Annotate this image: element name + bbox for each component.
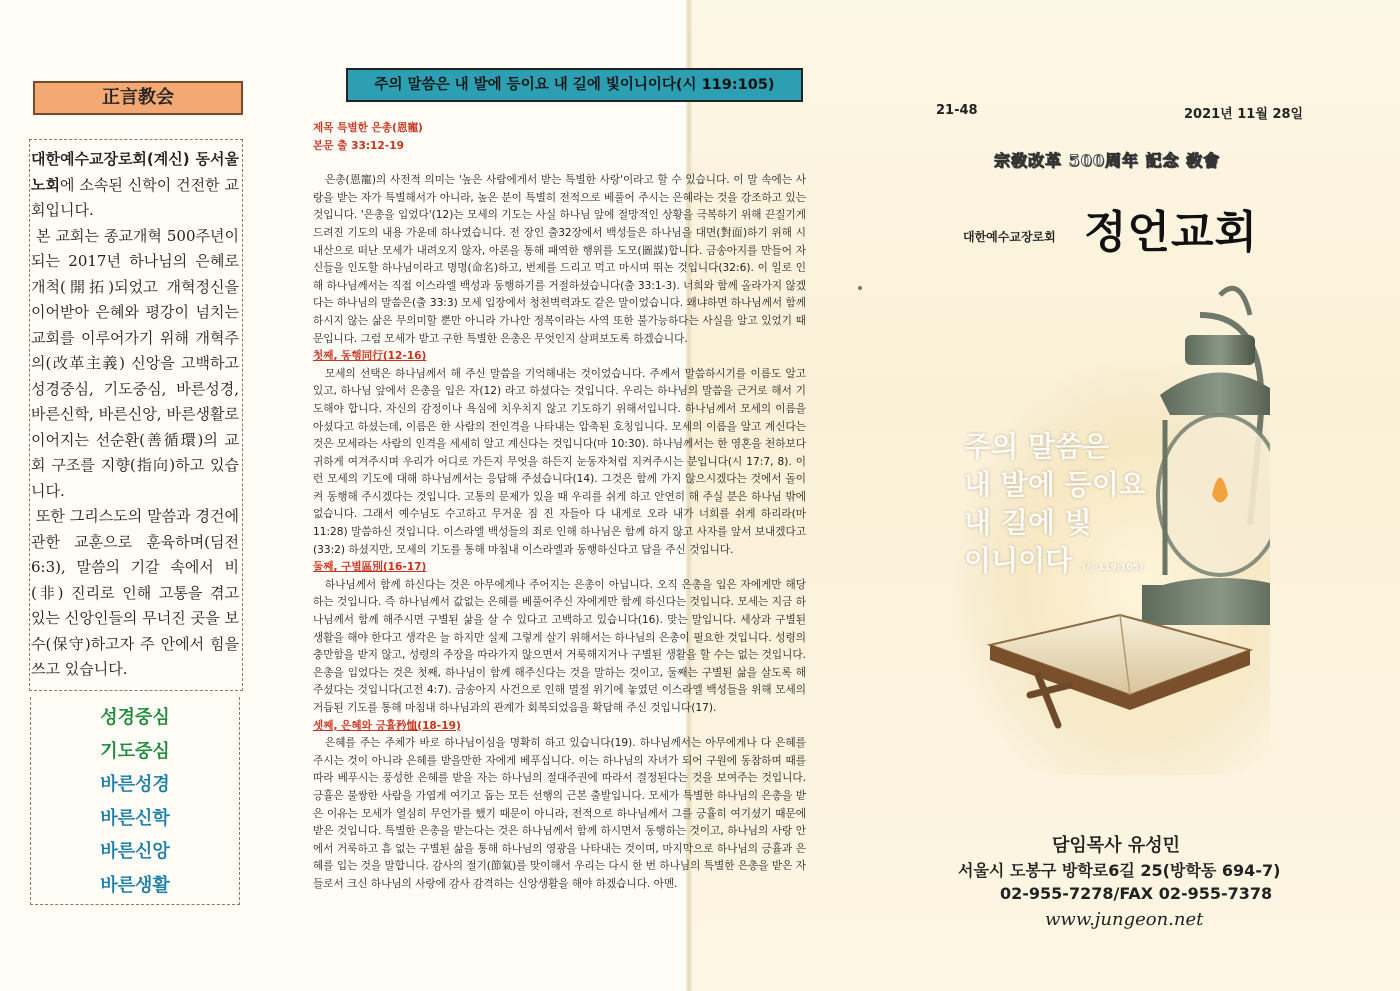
- intro-text: 또한 그리스도의 말씀과 경건에 관한 교훈으로 훈육하며(딤전 6:3), 말씀의 기갈 속에서 비(非) 진리로 인해 고통을 겪고 있는 신앙인들의 무너진 곳을 보수(保守)하고자 주 안에서 힘을 쓰고 있습니다.: [31, 507, 239, 678]
- value-item: 바른신학: [100, 807, 170, 829]
- art-line: 주의 말씀은: [964, 430, 1109, 463]
- denomination-label: 대한예수교장로회: [963, 230, 1056, 244]
- intro-text: 본 교회는 종교개혁 500주년이 되는 2017년 하나님의 은혜로 개척(開拓)되었고 개혁정신을 이어받아 은혜와 평강이 넘치는 교회를 이루어가기 위해 개혁주의(改革主義) 신앙을 고백하고 성경중심, 기도중심, 바른성경, 바른신학, 바른신앙, 바른생활로 이어지는 선순환(善循環)의 교회 구조를 지향(指向)하고 있습니다.: [31, 226, 239, 500]
- bulletin-date: 2021년 11월 28일: [1184, 107, 1304, 122]
- value-item: 기도중심: [100, 740, 170, 762]
- art-line: 내 발에 등이요: [964, 468, 1146, 501]
- sermon-title: 제목 특별한 은총(恩寵): [313, 122, 423, 134]
- church-title: 정언교회: [1084, 207, 1259, 258]
- church-address: 서울시 도봉구 방학로6길 25(방학동 694-7): [958, 861, 1281, 880]
- sermon-intro: 은총(恩寵)의 사전적 의미는 '높은 사람에게서 받는 특별한 사랑'이라고 할 수 있습니다. 이 말 속에는 사랑을 받는 자가 특별해서가 아니라, 높은 분이 특별히 전적으로 베풀어 주시는 은혜라는 것을 강조하고 있는 것입니다. '은총을 입었다'(12)는 모세의 기도는 사실 하나님 앞에 절망적인 상황을 극복하기 위해 끈질기게 드려진 기도의 내용 가운데 하나였습니다. 전 장인 출32장에서 백성들은 하나님을 대면(對面)하기 위해 시내산으로 떠난 모세가 내려오지 않자, 아론을 통해 패역한 행위를 도모(圖謀)합니다. 금송아지를 만들어 자신들을 인도할 하나님이라고 명명(命名)하고, 번제를 드리고 먹고 마시며 뛰논 것입니다(32:6). 이 일로 인해 하나님께서는 직접 이스라엘 백성과 동행하기를 거절하셨습니다(출 33:1-3). 너희와 함께 올라가지 않겠다는 하나님의 말씀은(출 33:3) 모세 입장에서 청천벽력과도 같은 말이었습니다. 왜냐하면 하나님께서 함께 하시지 않는 삶은 무의미할 뿐만 아니라 가나안 정복이라는 사역 또한 불가능하다는 사실을 알고 있었기 때문입니다. 그럼 모세가 받고 구한 특별한 은총은 무엇인지 살펴보도록 하겠습니다.: [313, 174, 806, 345]
- art-line-text: 이니이다: [964, 544, 1073, 577]
- value-item: 바른신앙: [100, 841, 170, 863]
- section-body: 은혜를 주는 주체가 바로 하나님이심을 명확히 하고 있습니다(19). 하나님께서는 아무에게나 다 은혜를 주시는 것이 아니라 은혜를 받을만한 자에게 베푸십니다. 이는 하나님의 자녀가 되어 구원에 동참하며 때를 따라 베푸시는 풍성한 은혜를 받을 자는 하나님의 절대주권에 따라서 결정된다는 것을 보여주는 것입니다. 긍휼은 불쌍한 사람을 가엽게 여기고 돕는 모든 선행의 근본 출발입니다. 모세가 특별한 하나님의 은총을 받은 이유는 모세가 열심히 무언가를 했기 때문이 아니라, 전적으로 하나님께서 그를 긍휼히 여기셨기 때문에 받은 것입니다. 특별한 은총을 받는다는 것은 하나님께서 함께 하시면서 동행하는 것이고, 하나님의 사랑 안에서 거룩하고 흠 없는 구별된 삶을 통해 하나님의 영광을 나타내는 것이며, 마지막으로 하나님의 긍휼과 은혜를 입는 것을 말합니다. 감사의 절기(節氣)를 맞이해서 우리는 다시 한 번 하나님의 특별한 은총을 받은 자들로서 크신 하나님의 사랑에 감사 감격하는 신앙생활을 해야 하겠습니다. 아멘.: [313, 737, 806, 890]
- art-line: [964, 542, 1164, 587]
- church-website-link[interactable]: www.jungeon.net: [1045, 909, 1204, 930]
- value-item: 바른생활: [100, 874, 170, 896]
- sermon-text: [313, 120, 806, 894]
- sermon-scripture: 본문 출 33:12-19: [313, 139, 404, 152]
- anniversary-title: 宗敎改革 500周年 記念 敎會: [994, 151, 1221, 170]
- section-heading: 셋째, 은혜와 긍휼矜恤(18-19): [313, 719, 461, 732]
- intro-paragraph-3: [31, 504, 239, 683]
- section-body: 모세의 선택은 하나님께서 해 주신 말씀을 기억해내는 것이었습니다. 주께서 말씀하시기를 이름도 알고 있고, 하나님 앞에서 은총을 입은 자(12) 라고 하셨다는 것입니다. 우리는 하나님의 말씀을 근거로 해서 기도해야 합니다. 자신의 감정이나 욕심에 치우치지 않고 기도하기 위해서입니다. 하나님께서 모세의 이름을 아셨다고 하셨는데, 이름은 한 사람의 전인격을 나타내는 압축된 호칭입니다. 모세의 이름을 알고 계신다는 것은 모세라는 사람의 인격을 세세히 알고 계신다는 것입니다(마 10:30). 하나님께서는 한 영혼을 천하보다 귀하게 여겨주시며 우리가 어디로 가든지 무엇을 하든지 눈동자처럼 지켜주시는 분입니다(시 17:7, 8). 이런 모세의 기도에 대해 하나님께서는 응답해 주셨습니다(14). 그것은 함께 가지 않으시겠다는 것에서 돌이켜 동행해 주시겠다는 것입니다. 고통의 문제가 있을 때 우리를 쉬게 하고 안연히 해 주실 분은 하나님 밖에 없습니다. 그래서 예수님도 수고하고 무거운 짐 진 자들아 다 내게로 오라 내가 너희를 쉬게 하리라(마 11:28) 말씀하신 것입니다. 이스라엘 백성들의 죄로 인해 하나님은 함께 하지 않고 사자를 앞서 보내겠다고(33:2) 하셨지만, 모세의 기도를 통해 마침내 이스라엘과 동행하신다고 답을 주신 것입니다.: [313, 367, 806, 556]
- intro-text: 에 소속된 신학이 건전한 교회입니다.: [31, 175, 239, 219]
- value-item: 바른성경: [100, 774, 170, 796]
- core-values-list: [31, 701, 239, 903]
- church-phone: 02-955-7278/FAX 02-955-7378: [1000, 884, 1273, 903]
- cover-art-verse: [964, 428, 1164, 587]
- value-item: 성경중심: [100, 707, 170, 728]
- intro-bold: 대한예수교장로회(계신) 동서울 노회: [31, 150, 239, 194]
- art-line: 내 길에 빛: [964, 506, 1092, 539]
- intro-paragraph-2: [31, 224, 239, 505]
- church-introduction: [31, 147, 239, 683]
- spacer: [313, 155, 806, 172]
- decorative-dot: [858, 286, 862, 290]
- section-heading: 첫째, 동행同行(12-16): [313, 350, 427, 363]
- issue-number: 21-48: [936, 103, 978, 118]
- intro-paragraph-1: [31, 147, 239, 224]
- section-heading: 둘째, 구별區別(16-17): [313, 561, 427, 574]
- verse-banner: 주의 말씀은 내 발에 등이요 내 길에 빛이니이다(시 119:105): [346, 68, 803, 102]
- core-values-box: [30, 697, 240, 905]
- lantern-top: [1185, 335, 1255, 365]
- pastor-name: 담임목사 유성민: [1052, 835, 1180, 856]
- art-reference: (시 119:105): [1081, 563, 1144, 573]
- section-body: 하나님께서 함께 하신다는 것은 아무에게나 주어지는 은총이 아닙니다. 오직 은총을 입은 자에게만 해당하는 것입니다. 즉 하나님께서 값없는 은혜를 베풀어주신 자에게만 함께 하신다는 것입니다. 모세는 지금 하나님께서 함께 해주시면 구별된 삶을 살 수 있다고 고백하고 있습니다(16). 맞는 말입니다. 세상과 구별된 생활을 해야 한다고 생각은 늘 하지만 실제 그렇게 살기 위해서는 하나님의 은총이 필요한 것입니다. 성령의 충만함을 받지 않고, 성령의 주장을 따라가지 않으면서 거룩해지거나 구별된 생활을 할 수는 없는 것입니다. 은총을 입었다는 것은 첫째, 하나님이 함께 해주신다는 것을 말하는 것이고, 둘째는 구별된 삶을 살도록 해 주셨다는 것입니다(고전 4:7). 금송아지 사건으로 인해 멸절 위기에 놓였던 이스라엘 백성들을 위해 모세의 거듭된 기도를 통해 마침내 하나님과의 관계가 회복되었음을 확답해 주신 것입니다(17).: [313, 578, 806, 714]
- church-name-tag: 正言教会: [33, 81, 243, 115]
